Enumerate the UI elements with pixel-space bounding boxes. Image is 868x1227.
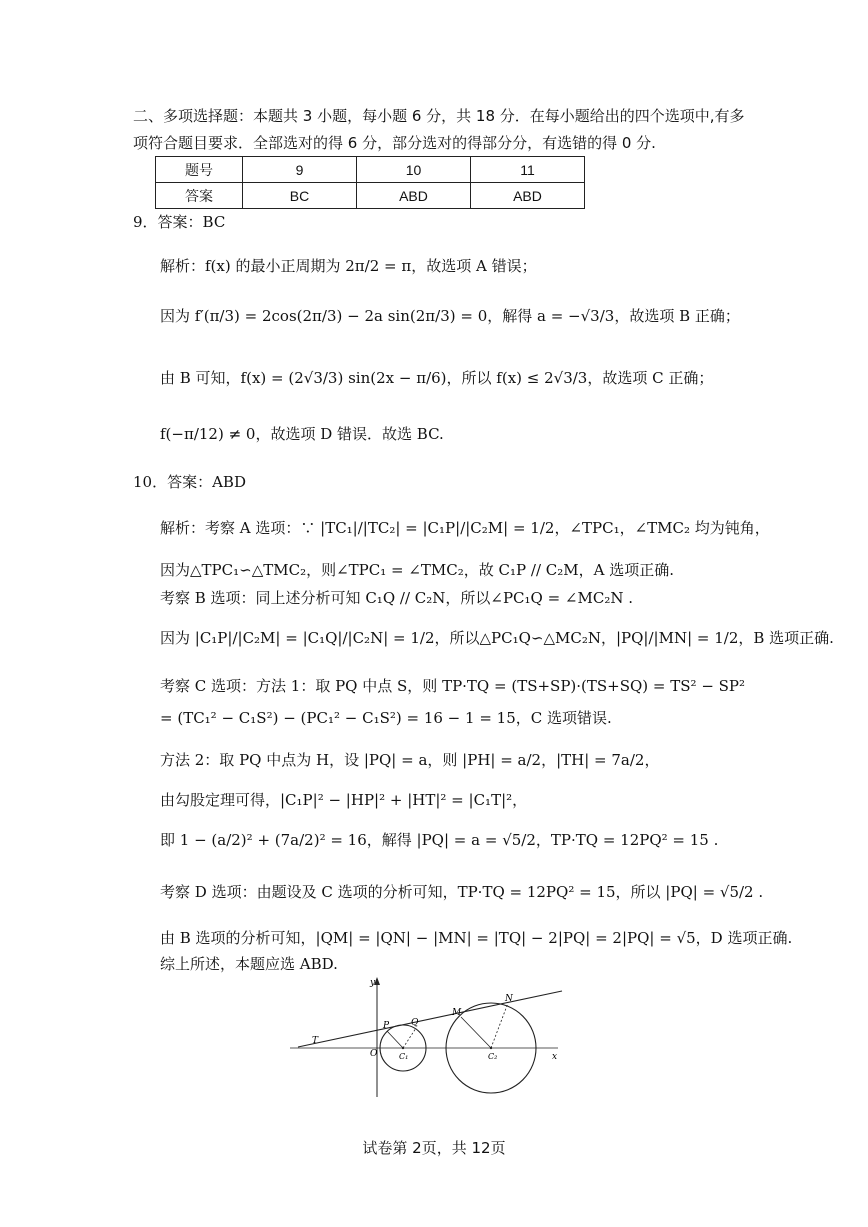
label-c2: C₂ [488,1052,498,1061]
answer-table [155,156,585,209]
q10-line4: 因为 |C₁P|/|C₂M| = |C₁Q|/|C₂N| = 1/2，所以△PC₁Q∽△MC₂N，|PQ|/|MN| = 1/2，B 选项正确. [160,629,834,647]
q10-line5: 考察 C 选项：方法 1：取 PQ 中点 S，则 TP·TQ = (TS+SP)·(TS+SQ) = TS² − SP² [160,677,746,695]
section-intro-line1: 二、多项选择题：本题共 3 小题，每小题 6 分，共 18 分．在每小题给出的四个选项中,有多 [133,107,745,125]
q10-line12: 综上所述，本题应选 ABD. [160,955,338,973]
q10-line6: = (TC₁² − C₁S²) − (PC₁² − C₁S²) = 16 − 1 = 15，C 选项错误. [160,709,612,727]
label-o: O [370,1049,378,1059]
q10-line9: 即 1 − (a/2)² + (7a/2)² = 16，解得 |PQ| = a = √5/2，TP·TQ = 12PQ² = 15 . [160,831,719,849]
label-m: M [452,1008,462,1018]
label-p: P [383,1021,390,1031]
table-row [156,183,585,209]
label-n: N [505,994,513,1004]
q10-line1: 解析：考察 A 选项：∵ |TC₁|/|TC₂| = |C₁P|/|C₂M| = 1/2，∠TPC₁，∠TMC₂ 均为钝角， [160,519,770,537]
q9-line4: f(−π/12) ≠ 0，故选项 D 错误．故选 BC. [160,425,444,443]
table-cell: 答案 [156,183,243,209]
q10-line8: 由勾股定理可得，|C₁P|² − |HP|² + |HT|² = |C₁T|²， [160,791,528,809]
tangent-line [298,991,562,1047]
q9-heading: 9．答案：BC [133,213,226,231]
table-cell: ABD [357,183,471,209]
segment-c1q [403,1028,416,1048]
q10-line2: 因为△TPC₁∽△TMC₂，则∠TPC₁ = ∠TMC₂，故 C₁P // C₂M，A 选项正确. [160,561,674,579]
table-cell: 题号 [156,157,243,183]
segment-c1p [387,1031,403,1048]
q10-heading: 10．答案：ABD [133,473,246,491]
table-cell: 11 [471,157,585,183]
segment-c2n [491,1003,508,1048]
label-y: y [370,978,376,988]
q9-line1: 解析：f(x) 的最小正周期为 2π/2 = π，故选项 A 错误； [160,257,537,275]
q10-line10: 考察 D 选项：由题设及 C 选项的分析可知，TP·TQ = 12PQ² = 15，所以 |PQ| = √5/2 . [160,883,764,901]
segment-c2m [461,1017,491,1048]
table-cell: 10 [357,157,471,183]
label-c1: C₁ [399,1052,409,1061]
table-cell: 9 [243,157,357,183]
q10-line11: 由 B 选项的分析可知，|QM| = |QN| − |MN| = |TQ| − 2|PQ| = 2|PQ| = √5，D 选项正确. [160,929,793,947]
label-t: T [312,1036,319,1046]
table-cell: BC [243,183,357,209]
q10-line3: 考察 B 选项：同上述分析可知 C₁Q // C₂N，所以∠PC₁Q = ∠MC₂N . [160,589,634,607]
point-c1 [402,1047,404,1049]
q9-line3: 由 B 可知，f(x) = (2√3/3) sin(2x − π/6)，所以 f(x) ≤ 2√3/3，故选项 C 正确； [160,369,714,387]
label-q: Q [411,1018,419,1028]
section-intro-line2: 项符合题目要求．全部选对的得 6 分，部分选对的得部分分，有选错的得 0 分. [133,134,656,152]
q10-line7: 方法 2：取 PQ 中点为 H，设 |PQ| = a，则 |PH| = a/2，|TH| = 7a/2， [160,751,660,769]
point-c2 [490,1047,492,1049]
table-cell: ABD [471,183,585,209]
label-x: x [552,1052,558,1062]
q9-line2: 因为 f′(π/3) = 2cos(2π/3) − 2a sin(2π/3) = 0，解得 a = −√3/3，故选项 B 正确； [160,307,740,325]
geometry-figure [290,975,580,1100]
table-row [156,157,585,183]
page-footer: 试卷第 2页，共 12页 [362,1139,506,1157]
